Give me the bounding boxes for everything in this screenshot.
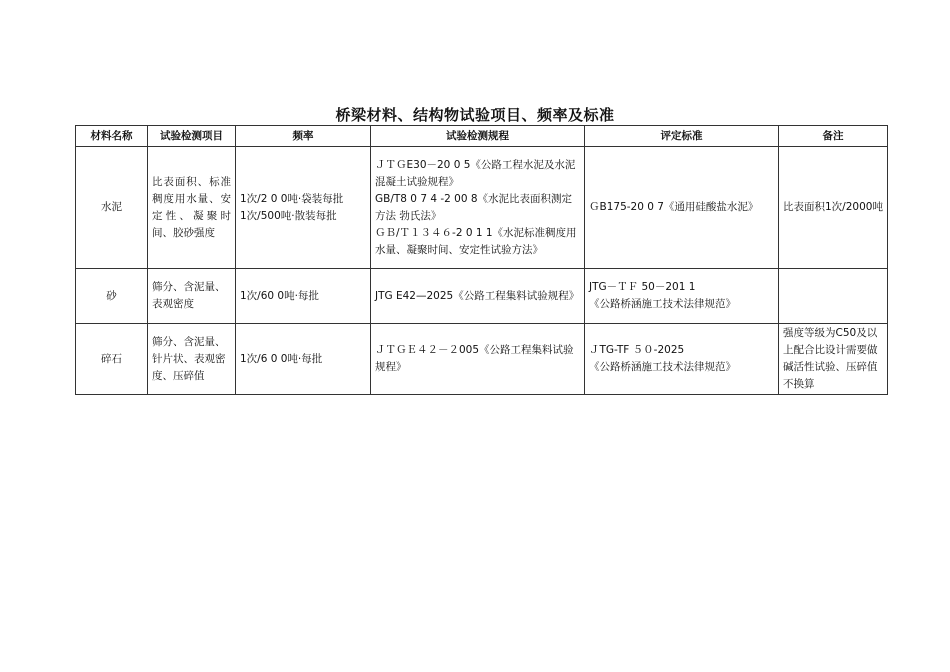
header-material: 材料名称 (76, 126, 148, 147)
header-frequency: 频率 (236, 126, 371, 147)
standard-cell: ＧB175-20 0 7《通用硅酸盐水泥》 (585, 147, 779, 269)
table-header-row (76, 126, 888, 147)
procedure-cell (371, 269, 585, 324)
test-items-cell (148, 269, 236, 324)
frequency-line: 1次/60 0吨·每批 (240, 289, 319, 302)
header-test-items: 试验检测项目 (148, 126, 236, 147)
remark-cell (779, 269, 888, 324)
table-row (76, 324, 888, 395)
material-cell: 水泥 (76, 147, 148, 269)
table-row (76, 147, 888, 269)
procedure-entry: ＪＴＧE30－20 0 5《公路工程水泥及水泥混凝土试验规程》 (375, 158, 576, 188)
test-items-cell (148, 324, 236, 395)
header-procedure: 试验检测规程 (371, 126, 585, 147)
frequency-cell (236, 269, 371, 324)
procedure-entry: ＪＴＧＥ４２－２005《公路工程集料试验规程》 (375, 344, 574, 373)
test-standards-table (75, 125, 888, 395)
procedure-entry: ＧＢ/Ｔ１３４６-2 0 1 1《水泥标准稠度用水量、凝聚时间、安定性试验方法》 (375, 226, 577, 256)
test-item-line: 针片状、表观密度、压碎值 (152, 352, 226, 382)
procedure-entry: JTG E42—2025《公路工程集料试验规程》 (375, 289, 580, 302)
standard-cell (585, 324, 779, 395)
table-row (76, 269, 888, 324)
standard-line: JTG－ＴＦ 50－201 1 (589, 281, 696, 293)
frequency-line: 1次/2 0 0吨·袋装每批 (240, 192, 344, 205)
page-title: 桥梁材料、结构物试验项目、频率及标准 (335, 106, 615, 124)
test-item-line: 筛分、含泥量、 (152, 281, 226, 293)
frequency-line: 1次/6 0 0吨·每批 (240, 352, 323, 365)
procedure-entry: GB/T8 0 7 4 -2 00 8《水泥比表面积测定方法 勃氏法》 (375, 192, 573, 222)
test-items-cell: 比表面积、标准稠度用水量、安定性、凝聚时间、胶砂强度 (148, 147, 236, 269)
header-standard: 评定标准 (585, 126, 779, 147)
remark-cell: 强度等级为C50及以上配合比设计需要做碱活性试验、压碎值不换算 (779, 324, 888, 395)
procedure-cell (371, 147, 585, 269)
standard-line: ＪTG-TF ５０-2025 (589, 344, 685, 356)
test-item-line: 表观密度 (152, 298, 194, 310)
test-item-line: 筛分、含泥量、 (152, 335, 226, 348)
header-remark: 备注 (779, 126, 888, 147)
material-cell: 碎石 (76, 324, 148, 395)
standard-line: 《公路桥涵施工技术法律规范》 (589, 298, 736, 310)
frequency-line: 1次/500吨·散装每批 (240, 209, 337, 222)
frequency-cell (236, 324, 371, 395)
frequency-cell (236, 147, 371, 269)
material-cell: 砂 (76, 269, 148, 324)
procedure-cell (371, 324, 585, 395)
remark-cell: 比表面积1次/2000吨 (779, 147, 888, 269)
standard-line: 《公路桥涵施工技术法律规范》 (589, 361, 736, 373)
standard-cell (585, 269, 779, 324)
